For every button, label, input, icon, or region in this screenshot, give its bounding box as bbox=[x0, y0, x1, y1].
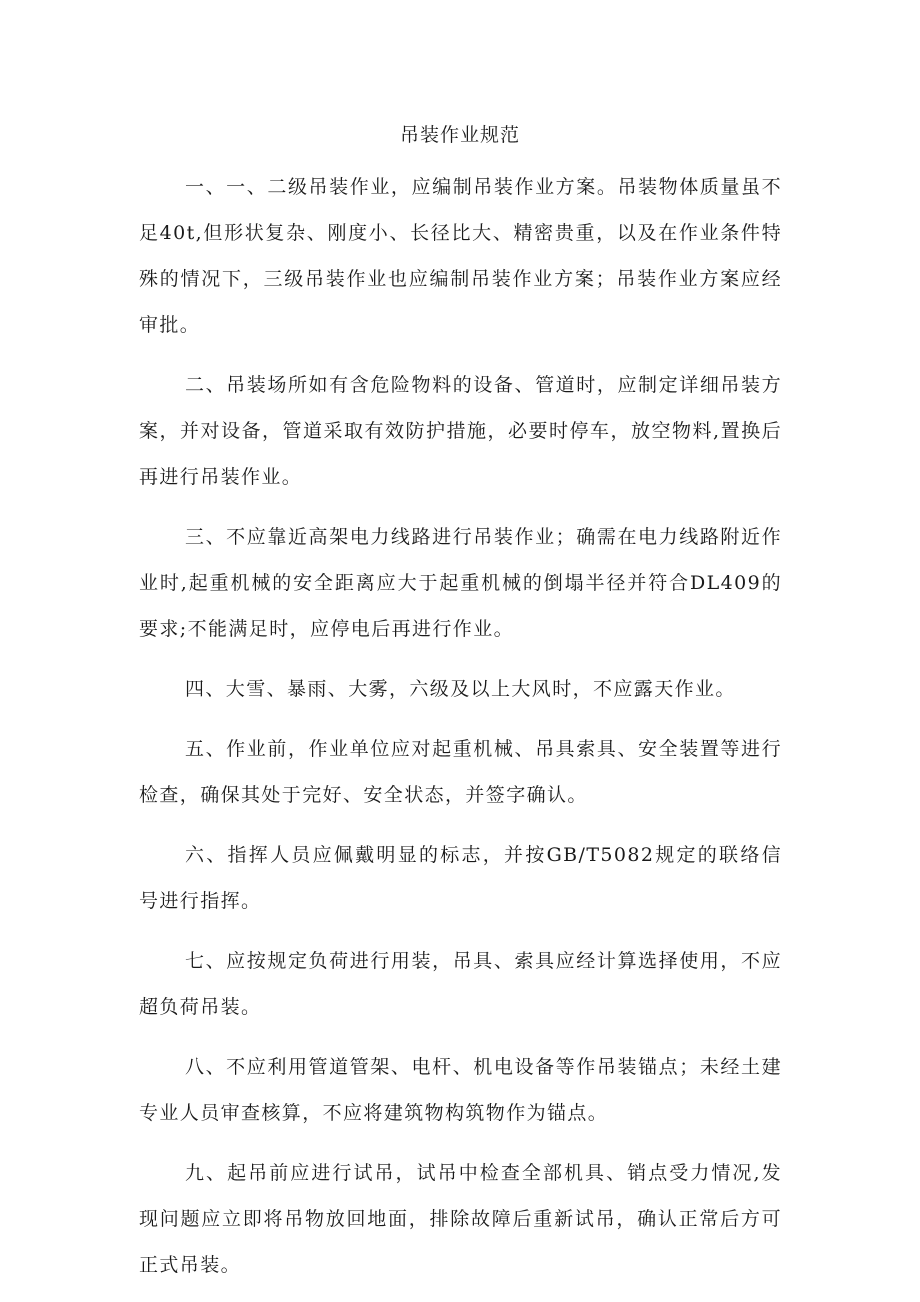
paragraph-2: 二、吊装场所如有含危险物料的设备、管道时，应制定详细吊装方案，并对设备，管道采取有效防护措施，必要时停车，放空物料,置换后再进行吊装作业。 bbox=[139, 374, 782, 488]
paragraph-6: 六、指挥人员应佩戴明显的标志，并按GB/T5082规定的联络信号进行指挥。 bbox=[139, 844, 782, 912]
document-title: 吊装作业规范 bbox=[399, 124, 520, 146]
paragraph-7: 七、应按规定负荷进行用装，吊具、索具应经计算选择使用，不应超负荷吊装。 bbox=[139, 950, 782, 1018]
paragraph-1: 一、一、二级吊装作业，应编制吊装作业方案。吊装物体质量虽不足40t,但形状复杂、刚度小、长径比大、精密贵重，以及在作业条件特殊的情况下，三级吊装作业也应编制吊装作业方案；吊装作业方案应经审批。 bbox=[139, 176, 782, 336]
paragraph-4: 四、大雪、暴雨、大雾，六级及以上大风时，不应露天作业。 bbox=[185, 678, 736, 700]
paragraph-3: 三、不应靠近高架电力线路进行吊装作业；确需在电力线路附近作业时,起重机械的安全距离应大于起重机械的倒塌半径并符合DL409的要求;不能满足时，应停电后再进行作业。 bbox=[139, 526, 782, 640]
document-body bbox=[139, 164, 782, 1302]
paragraph-5: 五、作业前，作业单位应对起重机械、吊具索具、安全装置等进行检查，确保其处于完好、安全状态，并签字确认。 bbox=[139, 738, 782, 806]
paragraph-9: 九、起吊前应进行试吊，试吊中检查全部机具、销点受力情况,发现问题应立即将吊物放回地面，排除故障后重新试吊，确认正常后方可正式吊装。 bbox=[139, 1162, 782, 1276]
paragraph-8: 八、不应利用管道管架、电杆、机电设备等作吊装锚点；未经土建专业人员审查核算，不应将建筑物构筑物作为锚点。 bbox=[139, 1056, 782, 1124]
